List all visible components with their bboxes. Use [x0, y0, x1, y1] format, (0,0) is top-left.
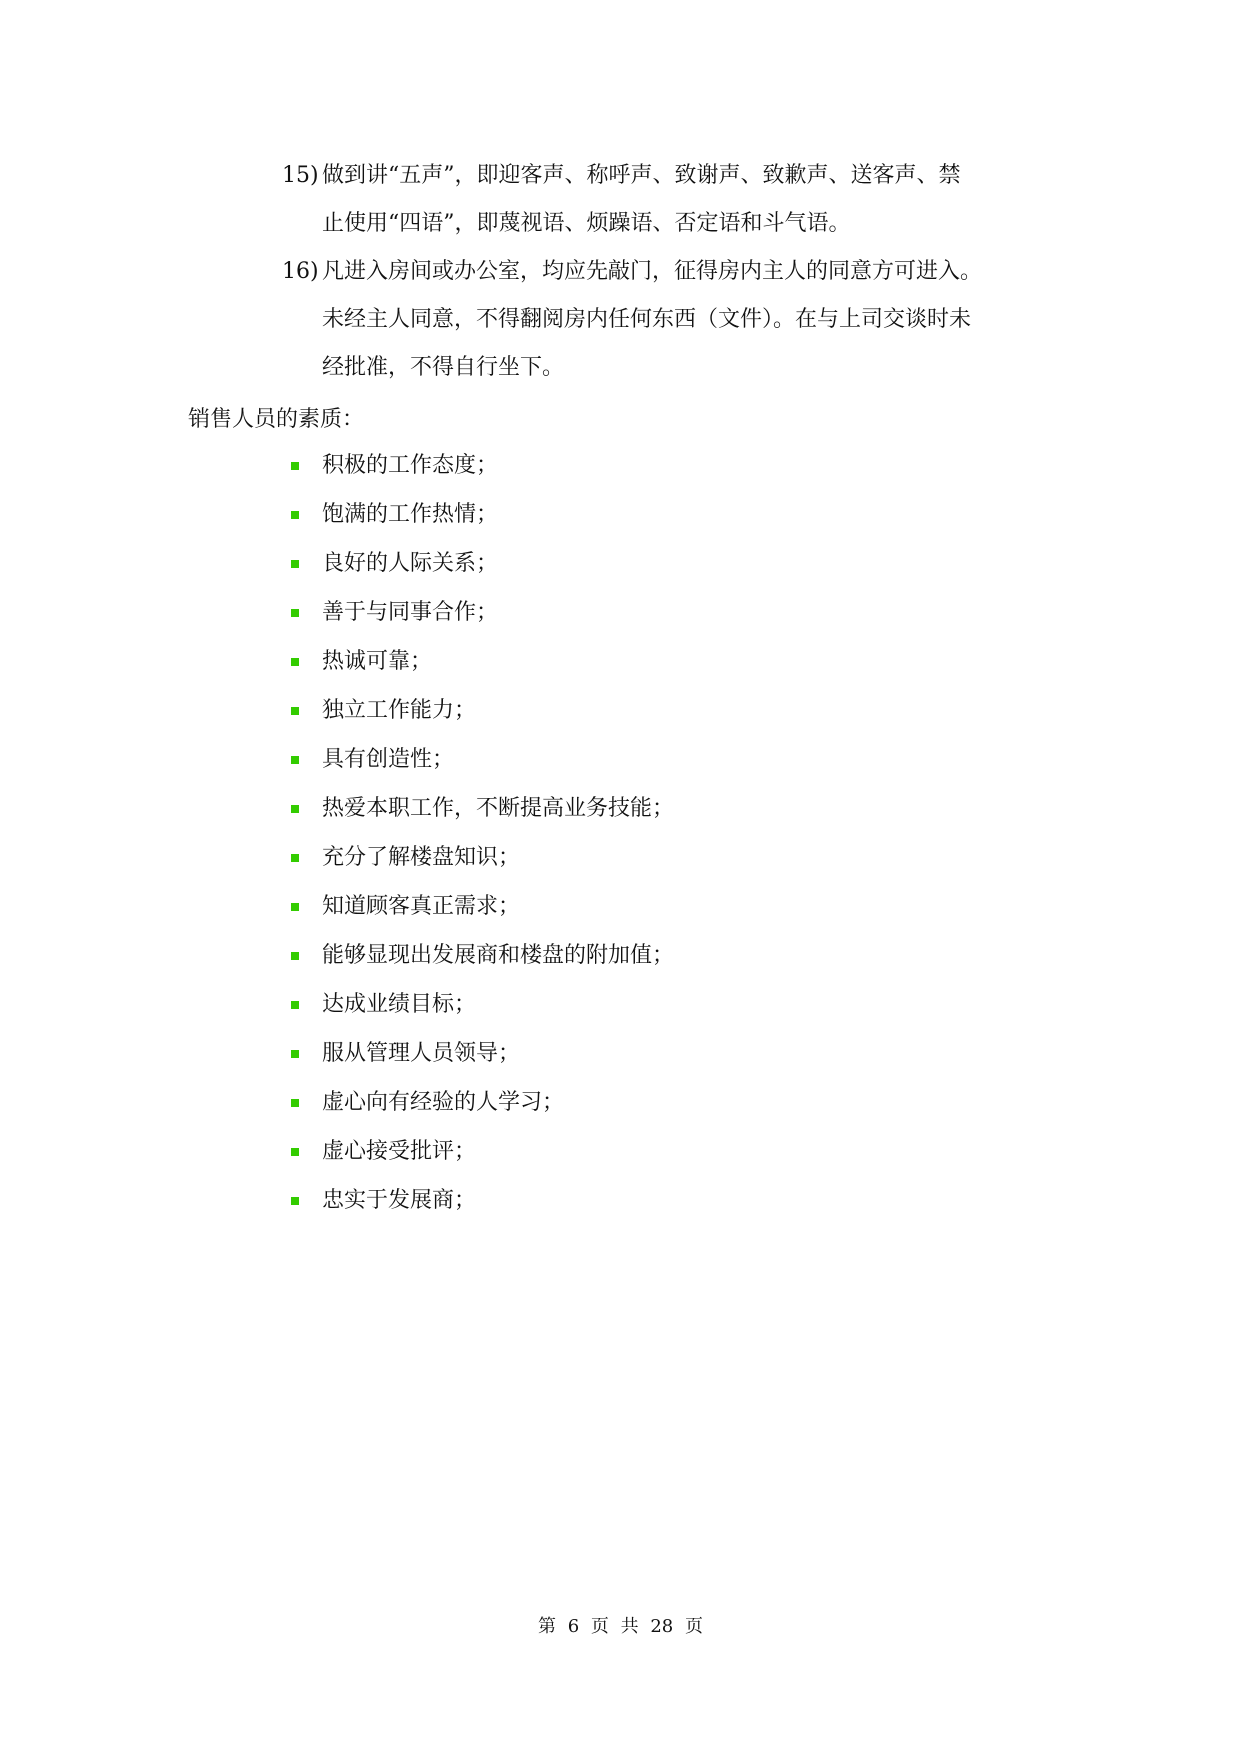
- list-item: [288, 1132, 674, 1181]
- item-number: 16): [282, 259, 319, 284]
- square-bullet-icon: [291, 854, 299, 862]
- item-text-line: 凡进入房间或办公室，均应先敲门，征得房内主人的同意方可进入。: [322, 259, 983, 284]
- list-item-text: 服从管理人员领导；: [322, 1041, 521, 1066]
- section-heading: 销售人员的素质：: [188, 407, 365, 432]
- list-item-text: 具有创造性；: [322, 747, 455, 772]
- square-bullet-icon: [291, 1197, 299, 1205]
- list-item: [288, 740, 674, 789]
- square-bullet-icon: [291, 511, 299, 519]
- item-text-line: 未经主人同意，不得翻阅房内任何东西（文件）。在与上司交谈时未: [322, 307, 972, 332]
- list-item-text: 饱满的工作热情；: [322, 502, 499, 527]
- list-item: [288, 936, 674, 985]
- qualities-list: [288, 446, 674, 1230]
- square-bullet-icon: [291, 903, 299, 911]
- list-item-text: 知道顾客真正需求；: [322, 894, 521, 919]
- square-bullet-icon: [291, 707, 299, 715]
- list-item-text: 善于与同事合作；: [322, 600, 499, 625]
- square-bullet-icon: [291, 1099, 299, 1107]
- list-item-text: 独立工作能力；: [322, 698, 477, 723]
- list-item: [288, 1083, 674, 1132]
- list-item-text: 充分了解楼盘知识；: [322, 845, 521, 870]
- item-text-line: 做到讲“五声”，即迎客声、称呼声、致谢声、致歉声、送客声、禁: [322, 163, 961, 188]
- square-bullet-icon: [291, 1050, 299, 1058]
- list-item: [288, 1181, 674, 1230]
- list-item-text: 达成业绩目标；: [322, 992, 477, 1017]
- item-text-line: 经批准，不得自行坐下。: [322, 355, 565, 380]
- list-item: [288, 691, 674, 740]
- page-footer: 第 6 页 共 28 页: [538, 1616, 703, 1637]
- square-bullet-icon: [291, 1148, 299, 1156]
- square-bullet-icon: [291, 1001, 299, 1009]
- list-item-text: 热诚可靠；: [322, 649, 433, 674]
- square-bullet-icon: [291, 805, 299, 813]
- list-item-text: 良好的人际关系；: [322, 551, 499, 576]
- list-item-text: 虚心向有经验的人学习；: [322, 1090, 565, 1115]
- list-item-text: 忠实于发展商；: [322, 1188, 477, 1213]
- numbered-item-15: [282, 152, 1062, 248]
- list-item: [288, 495, 674, 544]
- list-item: [288, 789, 674, 838]
- item-number: 15): [282, 163, 319, 188]
- list-item: [288, 446, 674, 495]
- list-item: [288, 838, 674, 887]
- square-bullet-icon: [291, 609, 299, 617]
- list-item: [288, 887, 674, 936]
- square-bullet-icon: [291, 952, 299, 960]
- list-item-text: 积极的工作态度；: [322, 453, 499, 478]
- list-item: [288, 985, 674, 1034]
- numbered-item-16: [282, 248, 1062, 392]
- square-bullet-icon: [291, 756, 299, 764]
- list-item-text: 虚心接受批评；: [322, 1139, 477, 1164]
- list-item: [288, 593, 674, 642]
- list-item: [288, 544, 674, 593]
- square-bullet-icon: [291, 658, 299, 666]
- square-bullet-icon: [291, 462, 299, 470]
- item-text-line: 止使用“四语”，即蔑视语、烦躁语、否定语和斗气语。: [322, 211, 851, 236]
- square-bullet-icon: [291, 560, 299, 568]
- list-item-text: 能够显现出发展商和楼盘的附加值；: [322, 943, 675, 968]
- list-item-text: 热爱本职工作，不断提高业务技能；: [322, 796, 675, 821]
- list-item: [288, 642, 674, 691]
- list-item: [288, 1034, 674, 1083]
